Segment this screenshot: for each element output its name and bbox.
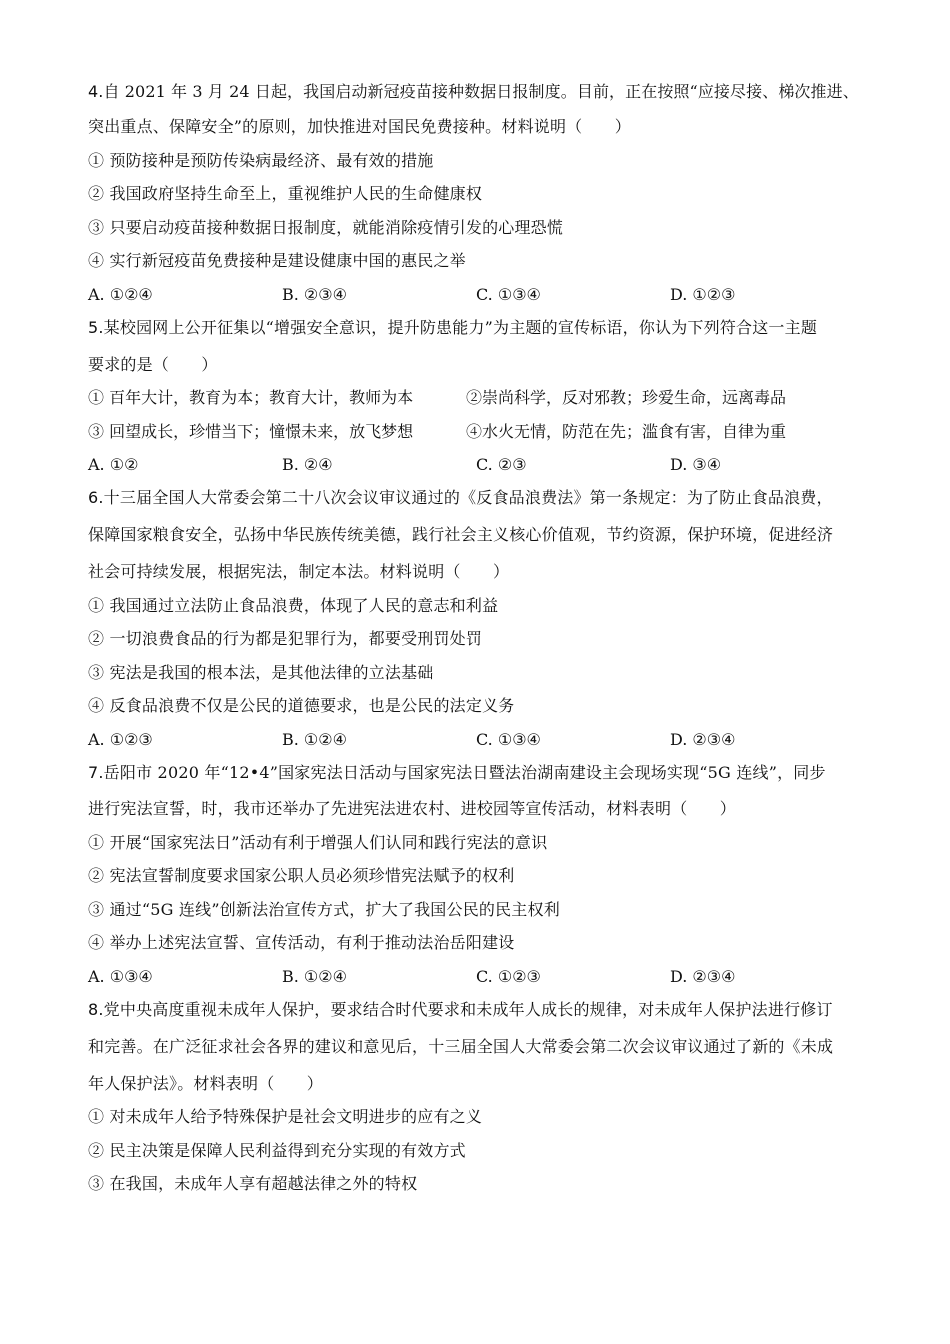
question-7-option-b[interactable]: B. ①②④ — [282, 967, 347, 986]
question-7-statement-2: ② 宪法宣誓制度要求国家公职人员必须珍惜宪法赋予的权利 — [88, 866, 515, 885]
question-8-stem-line-2: 和完善。在广泛征求社会各界的建议和意见后，十三届全国人大常委会第二次会议审议通过了新的《未成 — [88, 1037, 834, 1056]
question-4-option-a[interactable]: A. ①②④ — [88, 285, 153, 304]
question-6-statement-4: ④ 反食品浪费不仅是公民的道德要求，也是公民的法定义务 — [88, 696, 515, 715]
question-4-stem-line-1: 4.自 2021 年 3 月 24 日起，我国启动新冠疫苗接种数据日报制度。目前，正在按照“应接尽接、梯次推进、 — [88, 82, 859, 101]
question-5-option-b[interactable]: B. ②④ — [282, 455, 333, 474]
question-4-number: 4. — [88, 82, 104, 101]
question-8-stem-line-1: 8.党中央高度重视未成年人保护，要求结合时代要求和未成年人成长的规律，对未成年人保护法进行修订 — [88, 1000, 833, 1019]
question-6-option-c[interactable]: C. ①③④ — [476, 730, 541, 749]
question-7-statement-4: ④ 举办上述宪法宣誓、宣传活动，有利于推动法治岳阳建设 — [88, 933, 515, 952]
question-7-stem-line-1: 7.岳阳市 2020 年“12•4”国家宪法日活动与国家宪法日暨法治湖南建设主会现场实现“5G 连线”，同步 — [88, 763, 826, 782]
question-4-option-b[interactable]: B. ②③④ — [282, 285, 347, 304]
question-7-statement-1: ① 开展“国家宪法日”活动有利于增强人们认同和践行宪法的意识 — [88, 833, 548, 852]
question-6-number: 6. — [88, 488, 104, 507]
question-8-statement-3: ③ 在我国，未成年人享有超越法律之外的特权 — [88, 1174, 418, 1193]
question-5-number: 5. — [88, 318, 104, 337]
question-5-statement-2: ②崇尚科学，反对邪教；珍爱生命，远离毒品 — [466, 388, 787, 407]
question-6-statement-2: ② 一切浪费食品的行为都是犯罪行为，都要受刑罚处罚 — [88, 629, 483, 648]
question-8-statement-1: ① 对未成年人给予特殊保护是社会文明进步的应有之义 — [88, 1107, 483, 1126]
question-5-statement-4: ④水火无情，防范在先；滥食有害，自律为重 — [466, 422, 787, 441]
question-8-statement-2: ② 民主决策是保障人民利益得到充分实现的有效方式 — [88, 1141, 466, 1160]
question-5-statement-1: ① 百年大计，教育为本；教育大计，教师为本 — [88, 388, 414, 407]
question-7-option-d[interactable]: D. ②③④ — [670, 967, 736, 986]
question-4-statement-2: ② 我国政府坚持生命至上，重视维护人民的生命健康权 — [88, 184, 483, 203]
question-7-number: 7. — [88, 763, 104, 782]
question-6-statement-1: ① 我国通过立法防止食品浪费，体现了人民的意志和利益 — [88, 596, 499, 615]
question-5-stem-line-1: 5.某校园网上公开征集以“增强安全意识，提升防患能力”为主题的宣传标语，你认为下列符合这一主题 — [88, 318, 818, 337]
question-5-stem-line-2: 要求的是（ ） — [88, 355, 218, 374]
question-4-statement-1: ① 预防接种是预防传染病最经济、最有效的措施 — [88, 151, 434, 170]
question-7-option-c[interactable]: C. ①②③ — [476, 967, 541, 986]
question-4-statement-4: ④ 实行新冠疫苗免费接种是建设健康中国的惠民之举 — [88, 251, 466, 270]
question-4-stem-line-2: 突出重点、保障安全”的原则，加快推进对国民免费接种。材料说明（ ） — [88, 117, 631, 136]
question-7-stem-line-2: 进行宪法宣誓，时，我市还举办了先进宪法进农村、进校园等宣传活动，材料表明（ ） — [88, 799, 737, 818]
question-5-option-d[interactable]: D. ③④ — [670, 455, 722, 474]
question-7-statement-3: ③ 通过“5G 连线”创新法治宣传方式，扩大了我国公民的民主权利 — [88, 900, 560, 919]
question-6-statement-3: ③ 宪法是我国的根本法，是其他法律的立法基础 — [88, 663, 434, 682]
question-8-number: 8. — [88, 1000, 104, 1019]
question-5-statement-3: ③ 回望成长，珍惜当下；憧憬未来，放飞梦想 — [88, 422, 414, 441]
question-4-option-d[interactable]: D. ①②③ — [670, 285, 736, 304]
question-7-option-a[interactable]: A. ①③④ — [88, 967, 153, 986]
question-6-stem-line-1: 6.十三届全国人大常委会第二十八次会议审议通过的《反食品浪费法》第一条规定：为了防止食品浪费， — [88, 488, 833, 507]
question-6-option-a[interactable]: A. ①②③ — [88, 730, 153, 749]
question-8-stem-line-3: 年人保护法》。材料表明（ ） — [88, 1074, 324, 1093]
question-5-option-c[interactable]: C. ②③ — [476, 455, 527, 474]
question-4-statement-3: ③ 只要启动疫苗接种数据日报制度，就能消除疫情引发的心理恐慌 — [88, 218, 564, 237]
question-6-option-d[interactable]: D. ②③④ — [670, 730, 736, 749]
question-5-option-a[interactable]: A. ①② — [88, 455, 139, 474]
question-6-option-b[interactable]: B. ①②④ — [282, 730, 347, 749]
question-4-option-c[interactable]: C. ①③④ — [476, 285, 541, 304]
question-6-stem-line-2: 保障国家粮食安全，弘扬中华民族传统美德，践行社会主义核心价值观，节约资源，保护环境，促进经济 — [88, 525, 834, 544]
question-6-stem-line-3: 社会可持续发展，根据宪法，制定本法。材料说明（ ） — [88, 562, 510, 581]
